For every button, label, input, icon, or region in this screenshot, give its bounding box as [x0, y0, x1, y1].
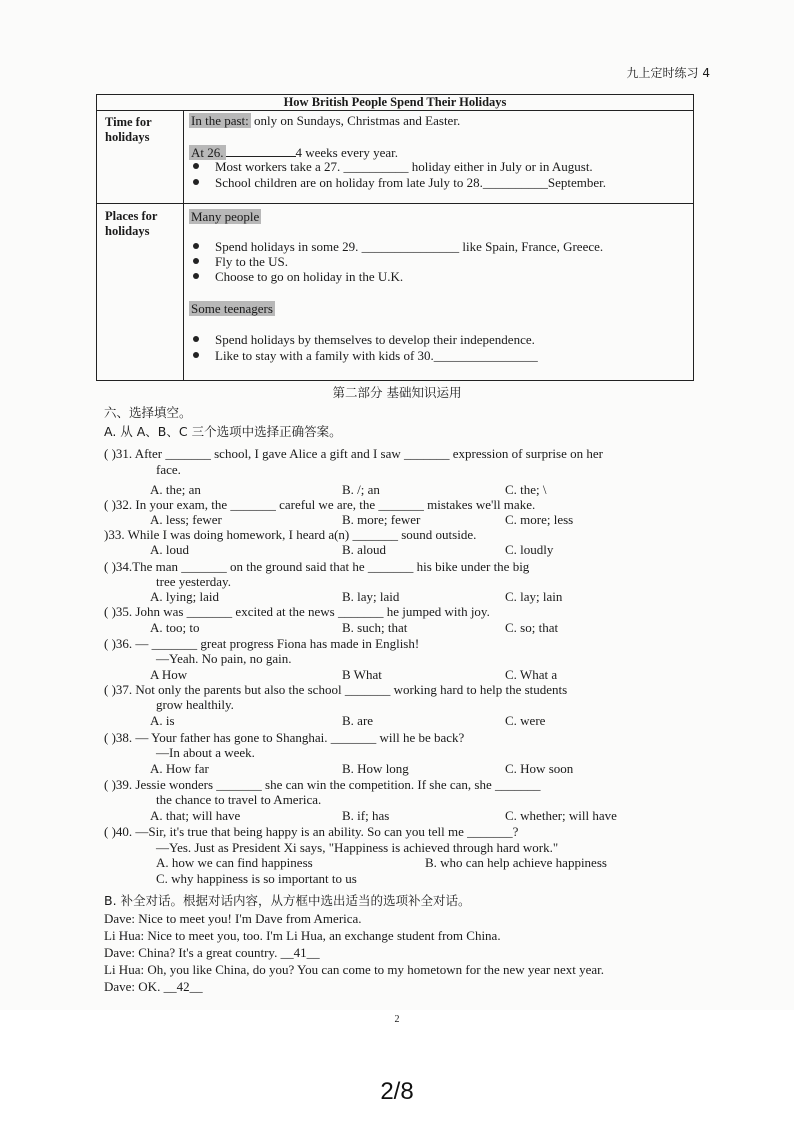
bullet-icon [193, 163, 199, 169]
answer-option: B. if; has [342, 808, 390, 823]
time-tag-26-label: At 26. [191, 145, 224, 160]
part-heading: 第二部分 基础知识运用 [332, 385, 462, 400]
answer-option: C. loudly [505, 542, 554, 557]
section-b-heading: B. 补全对话。根据对话内容，从方框中选出适当的选项补全对话。 [104, 893, 471, 908]
places-bullet-30: Like to stay with a family with kids of 30.________________ [215, 348, 538, 363]
answer-option: C. so; that [505, 620, 559, 635]
question-stem-continued: —In about a week. [156, 745, 255, 760]
time-tag-26-text: 4 weeks every year. [295, 145, 399, 160]
time-tag-past [189, 113, 460, 128]
time-row-label: Time for holidays [105, 115, 152, 144]
places-bullet-29: Spend holidays in some 29. _______________ like Spain, France, Greece. [215, 239, 604, 254]
section-six-heading: 六、选择填空。 [104, 405, 192, 420]
answer-option: B What [342, 667, 382, 682]
holiday-table [96, 94, 694, 381]
question-stem-continued: —Yes. Just as President Xi says, "Happiness is achieved through hard work." [156, 840, 559, 855]
answer-option: A. loud [150, 542, 189, 557]
question-stem: ( )32. In your exam, the _______ careful we are, the _______ mistakes we'll make. [104, 497, 536, 512]
places-tag-teen-label: Some teenagers [191, 301, 273, 316]
blank-26 [226, 144, 296, 157]
dialogue-line: Dave: China? It's a great country. __41__ [104, 945, 320, 960]
page-number: 2 [394, 1014, 400, 1025]
answer-option: A. the; an [150, 482, 201, 497]
question-stem-continued: tree yesterday. [156, 574, 231, 589]
answer-option: C. more; less [505, 512, 574, 527]
question-stem: )33. While I was doing homework, I heard a(n) _______ sound outside. [104, 527, 477, 542]
time-tag-past-label: In the past: [191, 113, 249, 128]
places-tag-teen [189, 301, 275, 316]
answer-option: A. lying; laid [150, 589, 219, 604]
answer-option: C. What a [505, 667, 558, 682]
answer-option: C. whether; will have [505, 808, 617, 823]
answer-option: A. less; fewer [150, 512, 222, 527]
answer-option: C. How soon [505, 761, 574, 776]
question-stem: ( )31. After _______ school, I gave Alice a gift and I saw _______ expression of surprise on her [104, 446, 603, 461]
answer-option: A How [150, 667, 188, 682]
places-bullet-uk: Choose to go on holiday in the U.K. [215, 269, 404, 284]
answer-option: B. aloud [342, 542, 387, 557]
section-a-heading: A. 从 A、B、C 三个选项中选择正确答案。 [104, 424, 342, 439]
time-bullet-27: Most workers take a 27. __________ holiday either in July or in August. [215, 159, 593, 174]
answer-option: A. that; will have [150, 808, 241, 823]
bullet-icon [193, 352, 199, 358]
header-tag: 九上定时练习 4 [626, 66, 710, 80]
dialogue-line: Dave: Nice to meet you! I'm Dave from America. [104, 911, 362, 926]
table-column-divider [183, 110, 184, 380]
answer-option: A. How far [150, 761, 209, 776]
question-stem: ( )39. Jessie wonders _______ she can win the competition. If she can, she _______ [104, 777, 541, 792]
answer-option: B. lay; laid [342, 589, 400, 604]
answer-option: C. why happiness is so important to us [156, 871, 357, 886]
bullet-icon [193, 179, 199, 185]
question-stem: ( )34.The man _______ on the ground said that he _______ his bike under the big [104, 559, 530, 574]
table-row-divider [97, 203, 693, 204]
answer-option: B. such; that [342, 620, 408, 635]
question-stem: ( )35. John was _______ excited at the news _______ he jumped with joy. [104, 604, 490, 619]
answer-option: B. more; fewer [342, 512, 421, 527]
time-tag-past-text: only on Sundays, Christmas and Easter. [250, 113, 461, 128]
answer-option: A. is [150, 713, 175, 728]
bullet-icon [193, 273, 199, 279]
answer-option: A. how we can find happiness [156, 855, 313, 870]
time-tag-26 [189, 144, 398, 160]
places-bullet-us: Fly to the US. [215, 254, 288, 269]
answer-option: B. are [342, 713, 374, 728]
question-stem-continued: the chance to travel to America. [156, 792, 322, 807]
question-stem: ( )37. Not only the parents but also the school _______ working hard to help the students [104, 682, 568, 697]
table-title: How British People Spend Their Holidays [97, 95, 693, 111]
dialogue-line: Li Hua: Oh, you like China, do you? You can come to my hometown for the new year next year. [104, 962, 605, 977]
question-stem: ( )38. — Your father has gone to Shanghai. _______ will he be back? [104, 730, 465, 745]
question-stem: ( )40. —Sir, it's true that being happy is an ability. So can you tell me _______? [104, 824, 519, 839]
places-row-label: Places for holidays [105, 209, 158, 238]
page-counter: 2/8 [380, 1078, 414, 1105]
answer-option: C. the; \ [505, 482, 547, 497]
question-stem-continued: grow healthily. [156, 697, 234, 712]
dialogue-line: Li Hua: Nice to meet you, too. I'm Li Hua, an exchange student from China. [104, 928, 501, 943]
bullet-icon [193, 336, 199, 342]
question-stem-continued: —Yeah. No pain, no gain. [156, 651, 292, 666]
bullet-icon [193, 243, 199, 249]
question-stem-continued: face. [156, 462, 181, 477]
places-tag-many-label: Many people [191, 209, 260, 224]
places-bullet-indep: Spend holidays by themselves to develop their independence. [215, 332, 535, 347]
answer-option: B. How long [342, 761, 409, 776]
bullet-icon [193, 258, 199, 264]
answer-option: B. who can help achieve happiness [425, 855, 607, 870]
answer-option: C. lay; lain [505, 589, 563, 604]
question-stem: ( )36. — _______ great progress Fiona has made in English! [104, 636, 420, 651]
answer-option: B. /; an [342, 482, 380, 497]
time-bullet-28: School children are on holiday from late July to 28.__________September. [215, 175, 607, 190]
answer-option: A. too; to [150, 620, 200, 635]
answer-option: C. were [505, 713, 546, 728]
places-tag-many [189, 209, 261, 224]
dialogue-line: Dave: OK. __42__ [104, 979, 203, 994]
